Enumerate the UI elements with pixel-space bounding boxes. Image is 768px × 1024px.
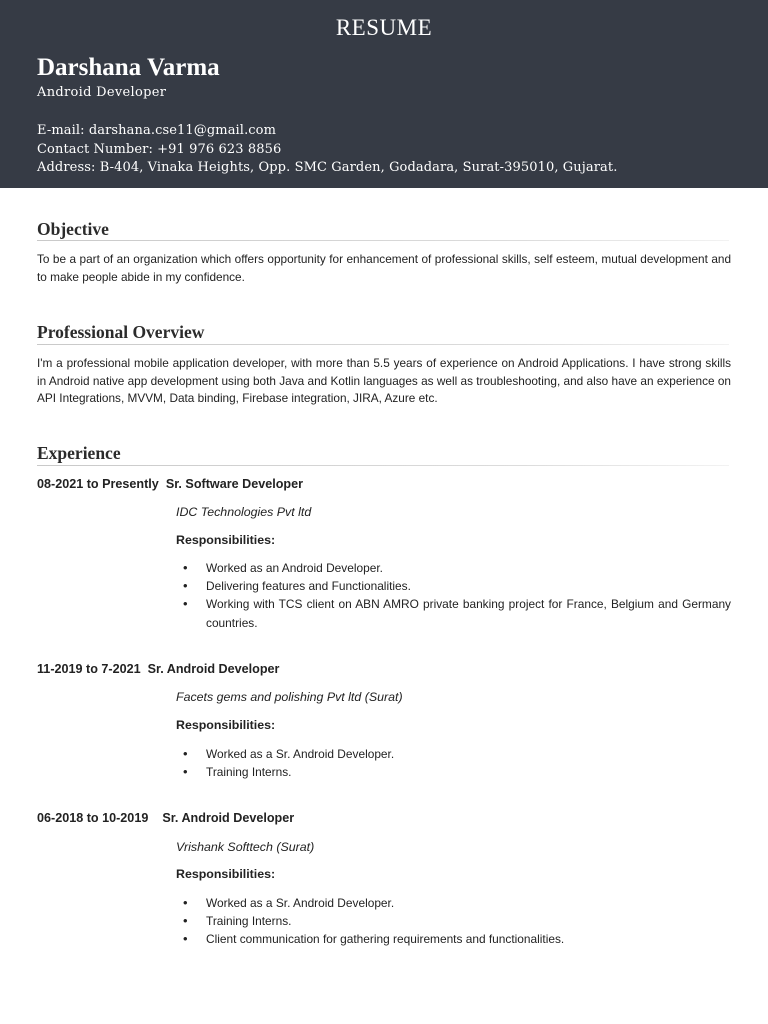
list-item: • Training Interns.	[176, 763, 731, 781]
phone-line: Contact Number: +91 976 623 8856	[37, 141, 282, 157]
list-item: • Training Interns.	[176, 912, 731, 930]
overview-heading: Professional Overview	[37, 322, 205, 342]
job-company: IDC Technologies Pvt ltd	[176, 505, 312, 519]
job-period: 11-2019 to 7-2021	[37, 662, 141, 676]
responsibilities-label: Responsibilities:	[176, 718, 276, 732]
responsibilities-label: Responsibilities:	[176, 533, 276, 547]
objective-divider	[37, 240, 729, 241]
overview-divider	[37, 344, 729, 345]
job-header	[37, 662, 279, 676]
list-item: • Client communication for gathering requirements and functionalities.	[176, 930, 731, 948]
job-period: 06-2018 to 10-2019	[37, 811, 149, 825]
candidate-name: Darshana Varma	[37, 54, 220, 81]
resume-header	[0, 0, 768, 188]
job-header	[37, 477, 303, 491]
candidate-role: Android Developer	[37, 85, 167, 100]
experience-heading: Experience	[37, 443, 121, 463]
objective-heading: Objective	[37, 219, 109, 239]
experience-divider	[37, 465, 729, 466]
overview-text: I'm a professional mobile application developer, with more than 5.5 years of experience on Android Applications. I have strong skills in Android native app development using both Java and Kotlin languages as well as troubleshooting, and also have an experience on API Integrations, MVVM, Data binding, Firebase integration, JIRA, Azure etc.	[37, 356, 731, 406]
responsibilities-list	[176, 559, 731, 632]
list-item: • Worked as a Sr. Android Developer.	[176, 894, 731, 912]
resume-title: RESUME	[335, 15, 433, 40]
list-item: • Worked as an Android Developer.	[176, 559, 731, 577]
list-item: • Worked as a Sr. Android Developer.	[176, 745, 731, 763]
job-position: Sr. Android Developer	[147, 662, 280, 676]
responsibilities-list	[176, 745, 731, 781]
job-period: 08-2021 to Presently	[37, 477, 159, 491]
list-item: • Working with TCS client on ABN AMRO private banking project for France, Belgium and Germany countries.	[176, 595, 731, 631]
job-company: Facets gems and polishing Pvt ltd (Surat)	[176, 690, 403, 704]
job-position: Sr. Android Developer	[162, 811, 295, 825]
job-position: Sr. Software Developer	[165, 477, 303, 491]
objective-text: To be a part of an organization which offers opportunity for enhancement of professional skills, self esteem, mutual development and to make people abide in my confidence.	[37, 252, 731, 284]
contact-info	[37, 122, 617, 178]
email-line: E-mail: darshana.cse11@gmail.com	[37, 123, 277, 138]
job-header	[37, 811, 294, 825]
list-item: • Delivering features and Functionalities.	[176, 577, 731, 595]
responsibilities-list	[176, 894, 731, 949]
job-company: Vrishank Softtech (Surat)	[176, 840, 315, 854]
address-line: Address: B-404, Vinaka Heights, Opp. SMC Garden, Godadara, Surat-395010, Gujarat.	[37, 160, 618, 175]
responsibilities-label: Responsibilities:	[176, 867, 276, 881]
